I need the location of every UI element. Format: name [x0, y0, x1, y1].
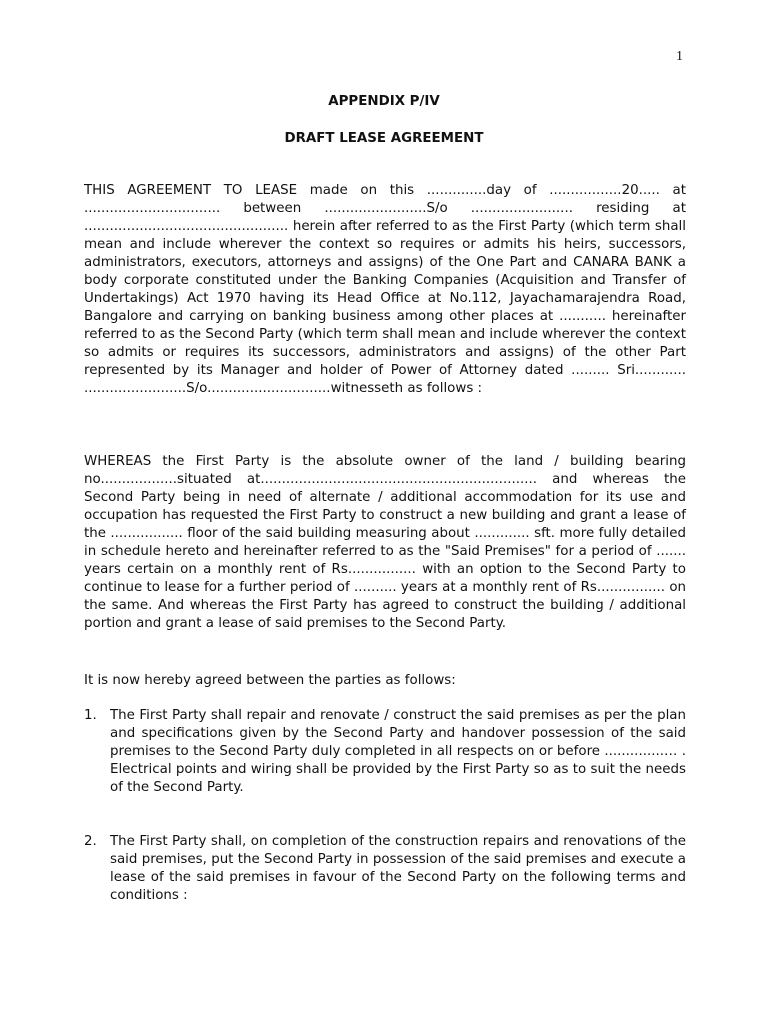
agreement-title: DRAFT LEASE AGREEMENT [284, 131, 484, 146]
whereas-paragraph: WHEREAS the First Party is the absolute owner of the land / building bearing no..................situated at................................................................. and whereas the Second Party being in need of alternate / additional accommodation for its use and occupation has requested the First Party to construct a new building and grant a lease of the ................. floor of the said building measuring about ............. sft. more fully detailed in schedule hereto and hereinafter referred to as the "Said Premises" for a period of ....... years certain on a monthly rent of Rs................ with an option to the Second Party to continue to lease for a further period of .......... years at a monthly rent of Rs................ on the same. And whereas the First Party has agreed to construct the building / additional portion and grant a lease of said premises to the Second Party. [84, 454, 686, 631]
clause-text: The First Party shall repair and renovate / construct the said premises as per the plan and specifications given by the Second Party and handover possession of the said premises to the Second Party duly completed in all respects on or before ..............… . Electrical points and wiring shall be provided by the First Party so as to suit the needs of the Second Party. [110, 708, 686, 795]
clause-text: The First Party shall, on completion of the construction repairs and renovations of the said premises, put the Second Party in possession of the said premises and execute a lease of the said premises in favour of the Second Party on the following terms and conditions : [110, 834, 686, 903]
clause-1 [84, 707, 686, 797]
opening-paragraph: THIS AGREEMENT TO LEASE made on this ..............day of .................20..... at ................................ between ........................S/o ........................ residing at ................................................ herein after referred to as the First Party (which term shall mean and include wherever the context so requires or admits his heirs, successors, administrators, executors, attorneys and assigns) of the One Part and CANARA BANK a body corporate constituted under the Banking Companies (Acquisition and Transfer of Undertakings) Act 1970 having its Head Office at No.112, Jayachamarajendra Road, Bangalore and carrying on banking business among other places at ........... hereinafter referred to as the Second Party (which term shall mean and include wherever the context so admits or requires its successors, administrators and assigns) of the other Part represented by its Manager and holder of Power of Attorney dated ......... Sri............ ........................S/o.............................witnesseth as follows : [84, 183, 686, 396]
clause-number: 1. [84, 708, 97, 723]
appendix-title: APPENDIX P/IV [328, 94, 440, 109]
clause-2 [84, 833, 686, 905]
clause-number: 2. [84, 834, 97, 849]
agreement-intro: It is now hereby agreed between the parties as follows: [84, 673, 456, 688]
page-number: 1 [676, 49, 683, 64]
